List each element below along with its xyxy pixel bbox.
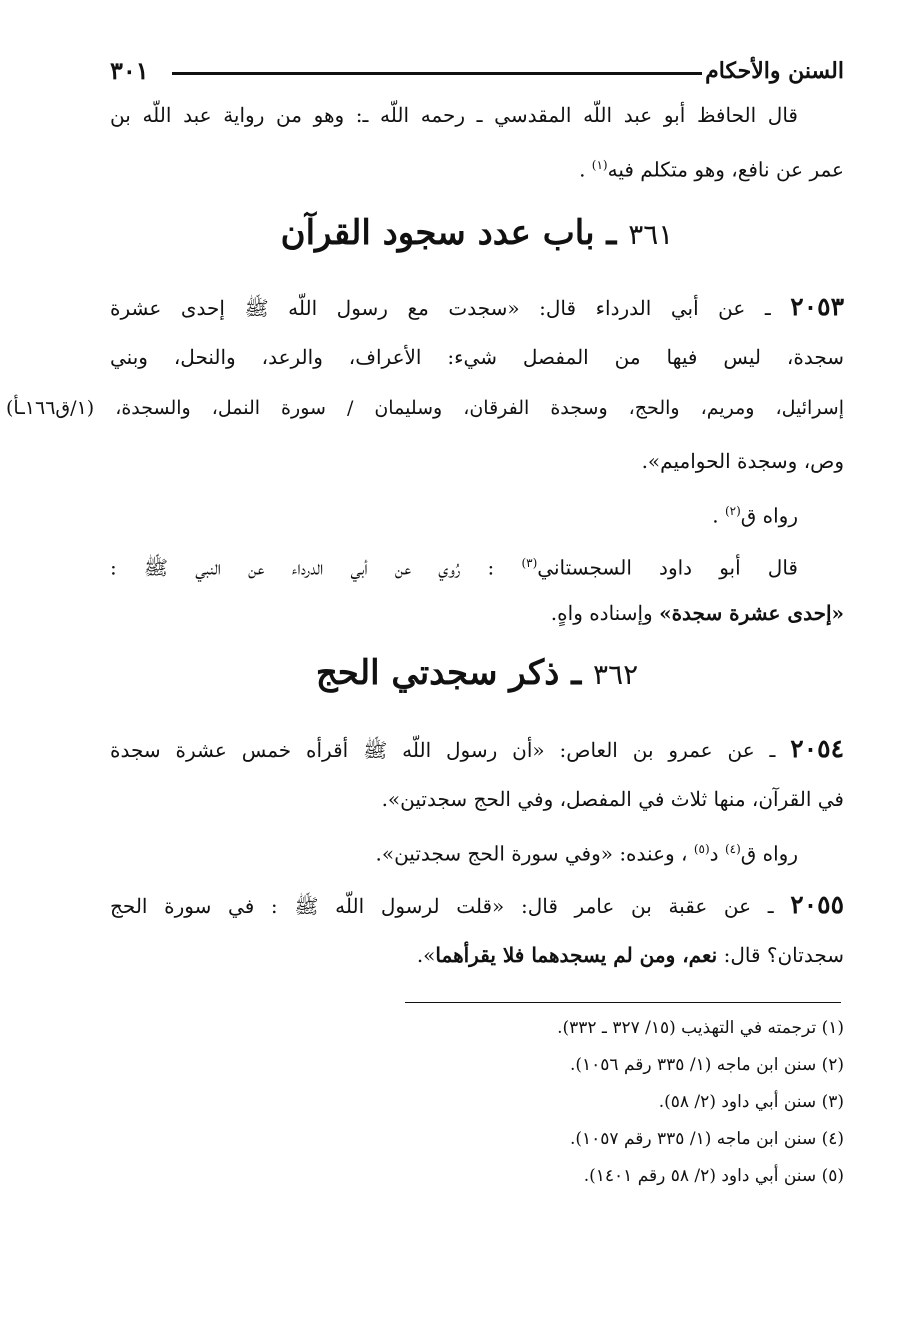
chapter-title: ذكر سجدتي الحج xyxy=(315,653,560,693)
hadith-2054-line-2: في القرآن، منها ثلاث في المفصل، وفي الحج سجدتين». xyxy=(381,787,844,811)
footnote-ref: (١) xyxy=(591,158,608,172)
intro-line-2 xyxy=(110,150,844,185)
hadith-2055-line-2 xyxy=(110,940,844,970)
footnote-ref: (٥) xyxy=(693,842,710,856)
chapter-heading-361: ٣٦١ ـ باب عدد سجود القرآن xyxy=(280,213,674,253)
running-title: السنن والأحكام xyxy=(705,58,844,84)
footnote-3: (٣) سنن أبي داود (٢/ ٥٨). xyxy=(658,1092,844,1112)
hadith-2055-line-1 xyxy=(110,890,844,921)
abu-dawud-text: : رُوي عن أبي الدرداء عن النبي ﷺ : xyxy=(110,555,522,580)
quote-bold: «إحدى عشرة سجدة» xyxy=(659,601,844,625)
hadith-number: ٢٠٥٥ xyxy=(790,890,844,919)
hadith-text: سجدتان؟ قال: xyxy=(717,943,844,967)
hadith-2053-line-1 xyxy=(110,292,844,323)
hadith-2053-line-2: سجدة، ليس فيها من المفصل شيء: الأعراف، والرعد، والنحل، وبني xyxy=(110,345,844,369)
hadith-2053-line-3: إسرائيل، ومريم، والحج، وسجدة الفرقان، وسليمان / سورة النمل، والسجدة، (١/ق١٦٦ـأ) xyxy=(6,397,844,419)
hadith-2053-abu-dawud xyxy=(110,548,798,583)
hadith-2053-line-4: وص، وسجدة الحواميم». xyxy=(641,449,844,473)
intro-line-1: قال الحافظ أبو عبد اللّه المقدسي ـ رحمه اللّه ـ: وهو من رواية عبد اللّه بن xyxy=(110,103,798,127)
quote-rest: وإسناده واهٍ. xyxy=(550,601,660,625)
rawah-end: . xyxy=(712,503,725,528)
hadith-text: ـ عن عقبة بن عامر قال: «قلت لرسول اللّه ﷺ : في سورة الحج xyxy=(110,894,774,918)
hadith-2054-rawah xyxy=(110,834,798,869)
intro-text: عمر عن نافع، وهو متكلم فيه xyxy=(607,157,844,182)
hadith-text: ـ عن أبي الدرداء قال: «سجدت مع رسول اللّه ﷺ إحدى عشرة xyxy=(110,296,771,320)
intro-end: . xyxy=(579,157,592,182)
header-rule xyxy=(172,72,702,75)
hadith-2053-rawah xyxy=(110,496,798,531)
chapter-number: ٣٦١ xyxy=(628,218,674,251)
page-header xyxy=(110,58,844,92)
footnote-ref: (٣) xyxy=(521,556,538,570)
hadith-text: ». xyxy=(416,943,436,967)
hadith-number: ٢٠٥٤ xyxy=(790,734,844,763)
hadith-number: ٢٠٥٣ xyxy=(790,292,844,321)
footnote-4: (٤) سنن ابن ماجه (١/ ٣٣٥ رقم ١٠٥٧). xyxy=(569,1129,844,1149)
abu-dawud-text: قال أبو داود السجستاني xyxy=(537,555,798,580)
hadith-text: ـ عن عمرو بن العاص: «أن رسول اللّه ﷺ أقرأه خمس عشرة سجدة xyxy=(110,738,776,762)
chapter-number: ٣٦٢ xyxy=(593,658,639,691)
footnote-2: (٢) سنن ابن ماجه (١/ ٣٣٥ رقم ١٠٥٦). xyxy=(569,1055,844,1075)
rawah-text: رواه ق xyxy=(740,841,798,866)
footnote-ref: (٤) xyxy=(724,842,741,856)
chapter-heading-362: ٣٦٢ ـ ذكر سجدتي الحج xyxy=(315,653,639,693)
footnote-rule xyxy=(405,1002,841,1003)
rawah-text: رواه ق xyxy=(740,503,798,528)
hadith-2053-quote xyxy=(110,598,844,628)
page-number: ٣٠١ xyxy=(110,56,149,85)
hadith-2054-line-1 xyxy=(110,734,844,765)
rawah-text: ، وعنده: «وفي سورة الحج سجدتين». xyxy=(375,841,694,866)
hadith-text-bold: نعم، ومن لم يسجدهما فلا يقرأهما xyxy=(435,943,718,967)
footnote-ref: (٢) xyxy=(724,504,741,518)
footnote-5: (٥) سنن أبي داود (٢/ ٥٨ رقم ١٤٠١). xyxy=(583,1166,844,1186)
chapter-title: باب عدد سجود القرآن xyxy=(280,213,595,253)
rawah-text: د xyxy=(709,841,725,866)
footnote-1: (١) ترجمته في التهذيب (١٥/ ٣٢٧ ـ ٣٣٢). xyxy=(557,1018,844,1038)
